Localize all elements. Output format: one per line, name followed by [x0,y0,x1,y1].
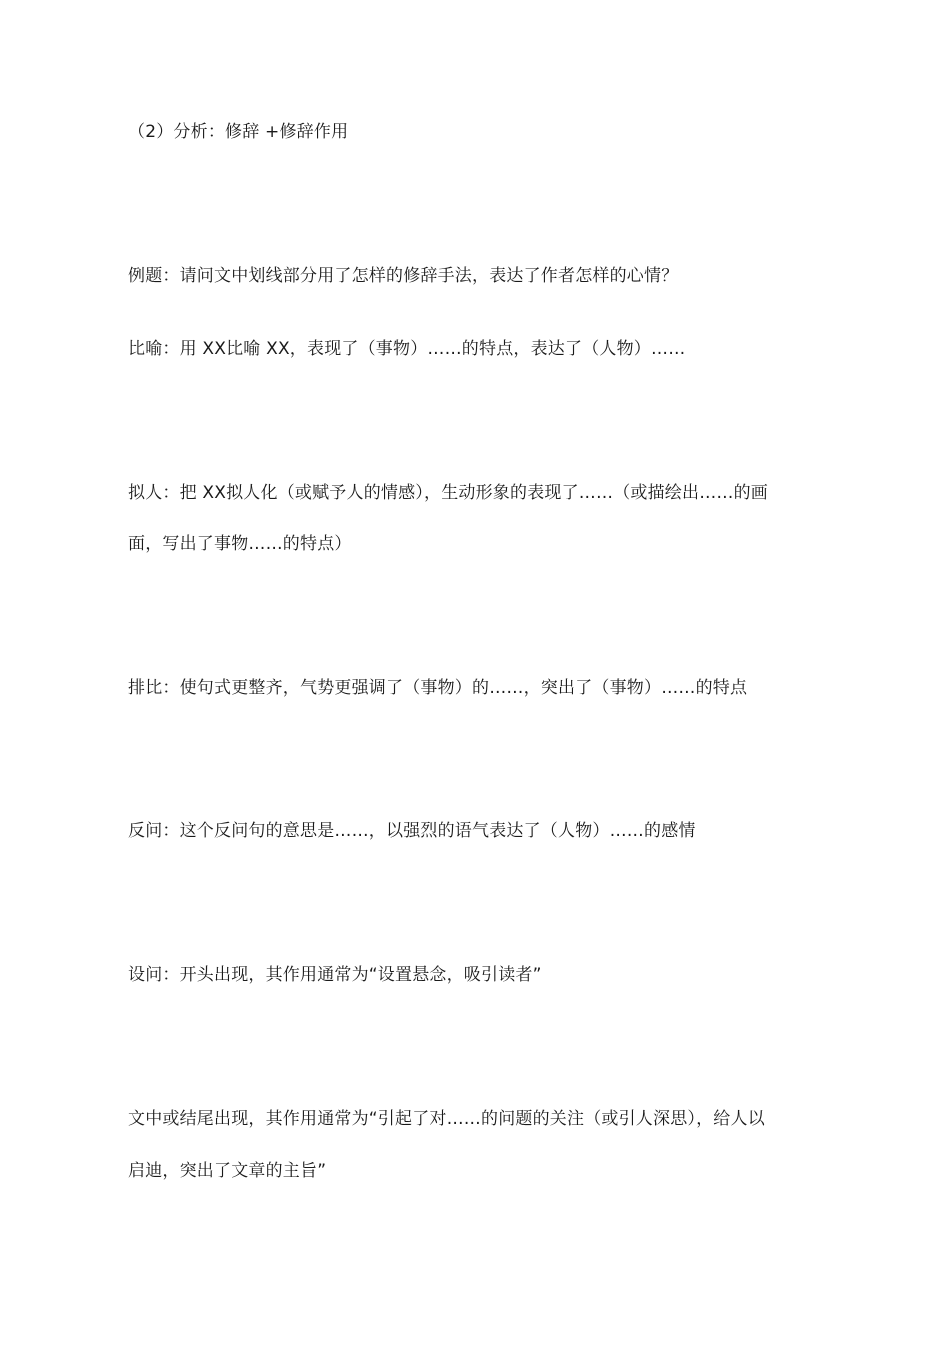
section-heading: （2）分析：修辞 +修辞作用 [128,122,349,142]
example-question: 例题：请问文中划线部分用了怎样的修辞手法，表达了作者怎样的心情？ [128,266,679,286]
hypophora-line: 设问：开头出现，其作用通常为“设置悬念，吸引读者” [128,965,542,985]
simile-line: 比喻：用 XX比喻 XX，表现了（事物）……的特点，表达了（人物）…… [128,339,686,359]
personification-line-2: 面，写出了事物……的特点） [128,534,352,554]
personification-line-1: 拟人：把 XX拟人化（或赋予人的情感），生动形象的表现了……（或描绘出……的画 [128,483,768,503]
rhetorical-question-line: 反问：这个反问句的意思是……，以强烈的语气表达了（人物）……的感情 [128,821,696,841]
hypophora-middle-end-line-1: 文中或结尾出现，其作用通常为“引起了对……的问题的关注（或引人深思），给人以 [128,1109,765,1129]
hypophora-middle-end-line-2: 启迪，突出了文章的主旨” [128,1161,327,1181]
parallelism-line: 排比：使句式更整齐，气势更强调了（事物）的……，突出了（事物）……的特点 [128,678,748,698]
